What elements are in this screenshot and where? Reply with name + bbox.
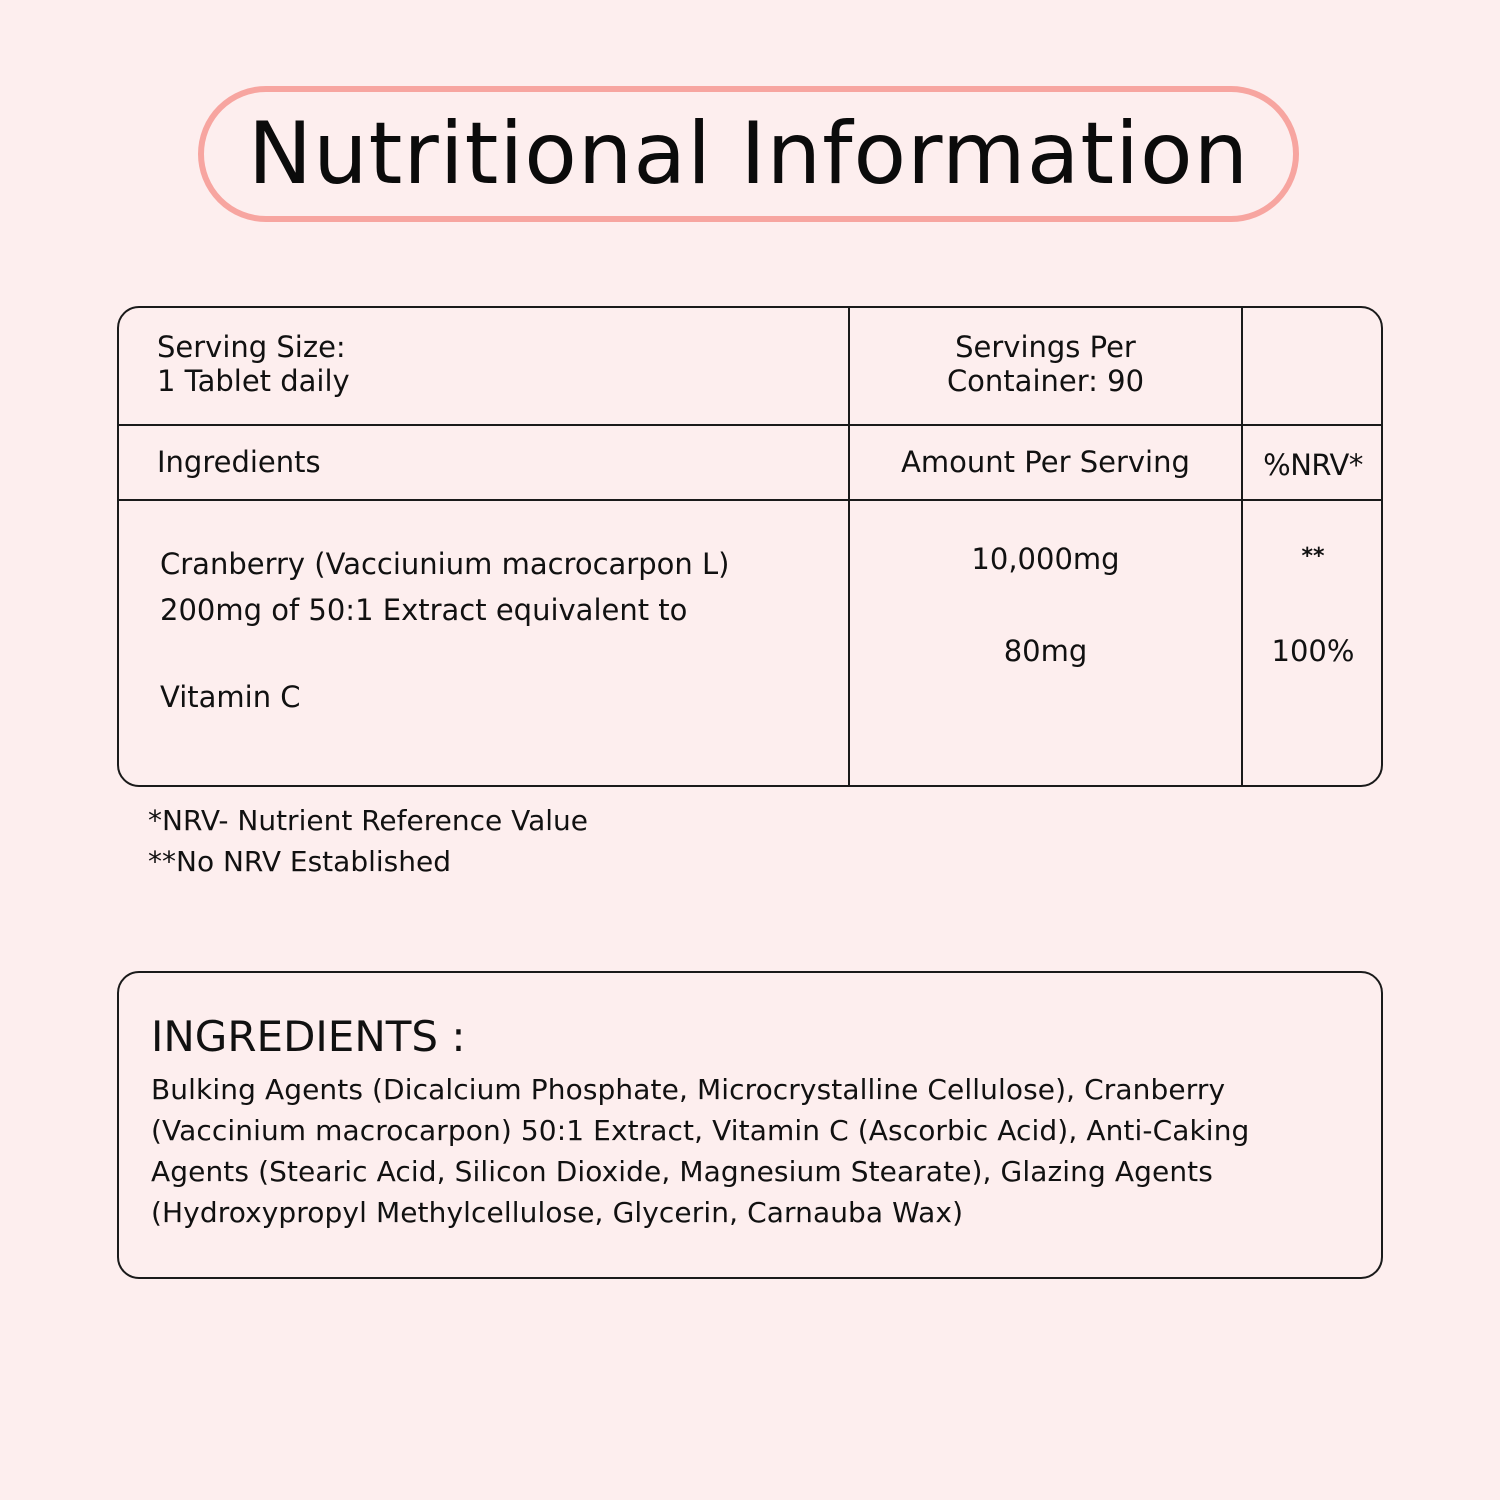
servings-per-container-line2: Container: 90 <box>946 364 1145 398</box>
ingredients-line: Bulking Agents (Dicalcium Phosphate, Microcrystalline Cellulose), Cranberry <box>151 1073 1226 1106</box>
ingredients-heading: INGREDIENTS : <box>151 1012 466 1061</box>
ingredients-line: (Vaccinium macrocarpon) 50:1 Extract, Vitamin C (Ascorbic Acid), Anti-Caking <box>151 1114 1250 1147</box>
servings-per-container <box>850 330 1241 398</box>
header-nrv: %NRV* <box>1263 448 1363 482</box>
header-amount-per-serving: Amount Per Serving <box>901 445 1190 479</box>
ingredient-name: Vitamin C <box>160 680 301 714</box>
amount-value: 80mg <box>1003 634 1088 668</box>
row-divider <box>119 499 1381 501</box>
footnote-no-nrv: **No NRV Established <box>148 845 451 878</box>
amount-value: 10,000mg <box>971 542 1120 576</box>
ingredients-line: (Hydroxypropyl Methylcellulose, Glycerin, Carnauba Wax) <box>151 1196 964 1229</box>
serving-size <box>157 330 837 398</box>
table-row <box>160 680 301 714</box>
table-row <box>160 541 844 633</box>
ingredients-line: Agents (Stearic Acid, Silicon Dioxide, Magnesium Stearate), Glazing Agents <box>151 1155 1213 1188</box>
header-ingredients: Ingredients <box>157 445 321 479</box>
page-title: Nutritional Information <box>247 104 1250 204</box>
row-divider <box>119 424 1381 426</box>
ingredient-name: Cranberry (Vacciunium macrocarpon L) <box>160 547 730 581</box>
ingredients-panel <box>117 971 1383 1279</box>
footnote-nrv: *NRV- Nutrient Reference Value <box>148 804 588 837</box>
nrv-value: ** <box>1301 544 1325 569</box>
title-banner <box>198 86 1299 222</box>
serving-size-label: Serving Size: <box>157 330 346 364</box>
ingredient-detail: 200mg of 50:1 Extract equivalent to <box>160 593 688 627</box>
footnotes <box>148 800 588 882</box>
ingredients-list <box>151 1069 1349 1233</box>
nutrition-facts-table <box>117 306 1383 787</box>
nrv-value: 100% <box>1271 634 1355 668</box>
serving-size-value: 1 Tablet daily <box>157 364 350 398</box>
servings-per-container-line1: Servings Per <box>955 330 1136 364</box>
